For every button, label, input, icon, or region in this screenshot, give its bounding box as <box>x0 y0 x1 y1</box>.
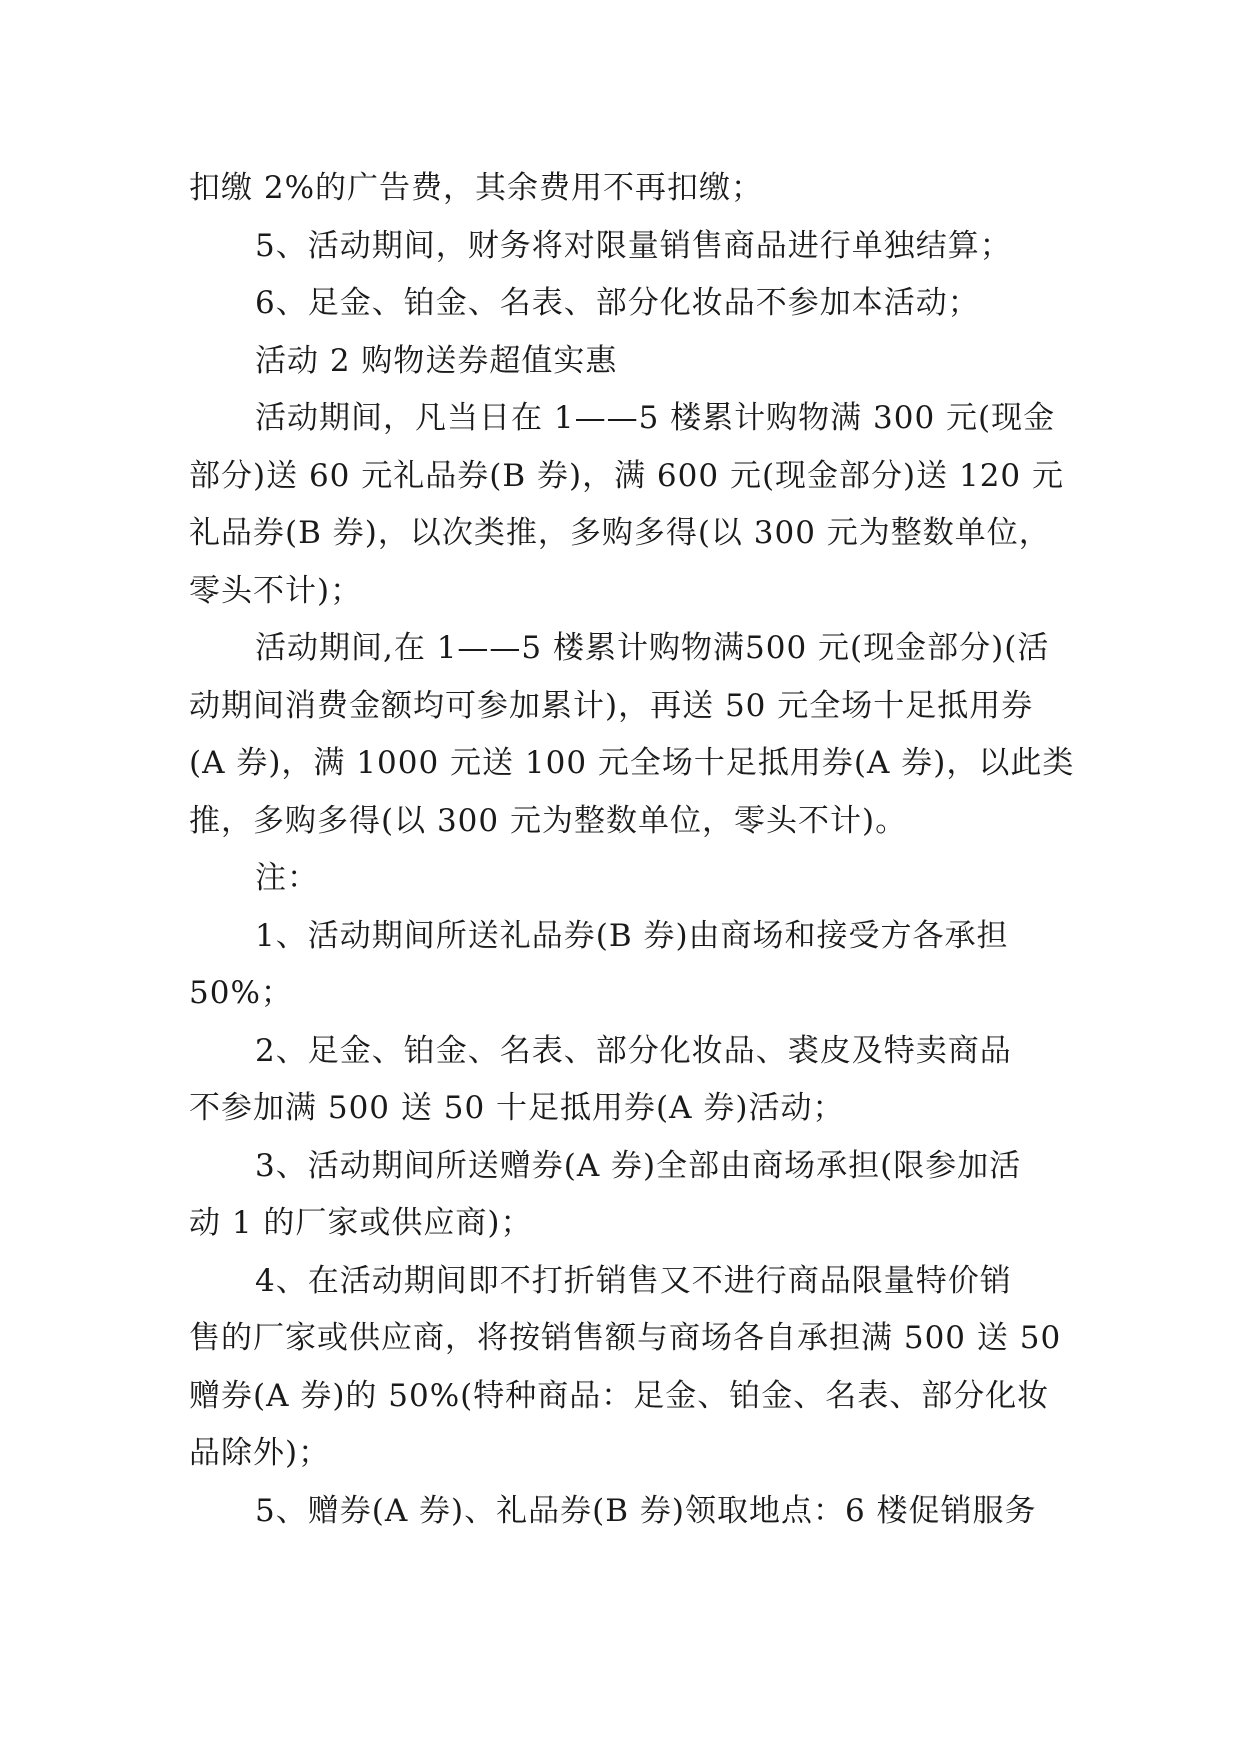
text-line: 5、活动期间，财务将对限量销售商品进行单独结算； <box>255 227 1012 264</box>
text-line: 礼品券(B 券)，以次类推，多购多得(以 300 元为整数单位， <box>189 515 1051 551</box>
document-body <box>189 160 1075 1540</box>
text-line: 5、赠券(A 券)、礼品券(B 券)领取地点：6 楼促销服务 <box>255 1492 1037 1529</box>
text-line: 6、足金、铂金、名表、部分化妆品不参加本活动； <box>255 285 980 321</box>
note-heading: 注： <box>255 860 319 896</box>
text-line: 售的厂家或供应商，将按销售额与商场各自承担满 500 送 50 <box>189 1320 1062 1356</box>
text-line: 动期间消费金额均可参加累计)，再送 50 元全场十足抵用券 <box>189 687 1034 724</box>
text-line: 赠券(A 券)的 50%(特种商品：足金、铂金、名表、部分化妆 <box>189 1377 1050 1414</box>
text-line: 动 1 的厂家或供应商)； <box>189 1205 533 1241</box>
text-line: 4、在活动期间即不打折销售又不进行商品限量特价销 <box>255 1262 1012 1299</box>
text-line: 部分)送 60 元礼品券(B 券)，满 600 元(现金部分)送 120 元 <box>189 457 1065 494</box>
text-line: 50%； <box>189 975 293 1011</box>
text-line: 不参加满 500 送 50 十足抵用券(A 券)活动； <box>189 1090 845 1126</box>
text-line: 活动期间,在 1——5 楼累计购物满500 元(现金部分)(活 <box>255 630 1050 666</box>
text-line: 推，多购多得(以 300 元为整数单位，零头不计)。 <box>189 802 908 839</box>
section-heading: 活动 2 购物送券超值实惠 <box>255 342 618 379</box>
text-line: 3、活动期间所送赠券(A 券)全部由商场承担(限参加活 <box>255 1147 1022 1184</box>
text-line: 活动期间，凡当日在 1——5 楼累计购物满 300 元(现金 <box>255 400 1056 436</box>
text-line: (A 券)，满 1000 元送 100 元全场十足抵用券(A 券)，以此类 <box>189 745 1075 781</box>
text-line: 2、足金、铂金、名表、部分化妆品、裘皮及特卖商品 <box>255 1032 1012 1069</box>
text-line: 扣缴 2%的广告费，其余费用不再扣缴； <box>189 170 764 206</box>
text-line: 1、活动期间所送礼品券(B 券)由商场和接受方各承担 <box>255 917 1009 954</box>
text-line: 品除外)； <box>189 1435 331 1471</box>
text-line: 零头不计)； <box>189 572 363 609</box>
